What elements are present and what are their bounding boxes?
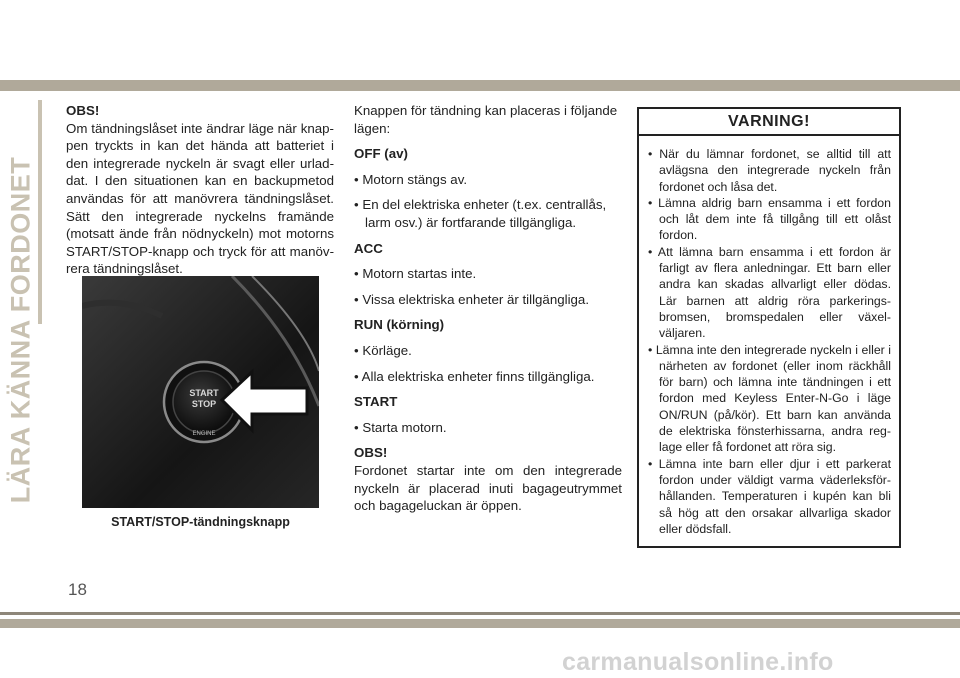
photo-illustration [82, 276, 319, 508]
warning-bullet: • När du lämnar fordonet, se alltid till att avlägsna den integrerade nyckeln från fordonet och låsa det. [648, 147, 891, 194]
bullet-item: • Starta motorn. [354, 419, 447, 435]
obs-text: Fordonet startar inte om den integrerade nyckeln är placerad inuti bagageutrymmet och bagageluckan är öppen. [354, 462, 622, 514]
obs-text: Om tändningslåset inte ändrar läge när knap-pen tryckts in kan det hända att batteriet i den integrerade nyckeln är svagt eller urlad-dat. I den situationen kan en backupmetod användas för att manövrera tändningslåset. Sätt den integrerade nyckelns framände (motsatt ände från nödnyckeln) mot motorns START/STOP-knapp och tryck för att manöv-rera tändningslåset. [66, 120, 334, 277]
section-heading-off: OFF (av) [354, 146, 408, 162]
left-column [66, 102, 334, 278]
header-bar [0, 80, 960, 91]
side-rule [38, 100, 42, 324]
button-ring-label: ENGINE [192, 431, 216, 437]
bullet-item: • Vissa elektriska enheter är tillgängliga. [354, 291, 590, 307]
start-stop-button-photo [82, 276, 319, 508]
middle-column [354, 102, 622, 515]
warning-bullet: • Lämna inte den integrerade nyckeln i eller i närheten av fordonet (eller inom räckhåll för barn) och lämna inte tändningen i ett fordon med Keyless Enter-N-Go i läge ON/RUN (på/kör). Ett barn kan använda de elektriska fönsterhissarna, andra reg-lage eller få fordonet att röra sig. [648, 342, 891, 455]
watermark: carmanualsonline.info [562, 648, 834, 676]
page-number: 18 [68, 580, 87, 599]
section-heading-acc: ACC [354, 240, 383, 256]
footer-rule [0, 612, 960, 615]
page-top-margin [0, 0, 960, 80]
image-caption: START/STOP-tändningsknapp [111, 515, 290, 529]
bullet-item: • Alla elektriska enheter finns tillgängliga. [354, 368, 595, 384]
warning-bullet: • Lämna inte barn eller djur i ett parkerat fordon under väldigt varma väderleksför-hållanden. Temperaturen i kupén kan bli så hög att den orsakar allvarliga skador eller dödsfall. [648, 456, 891, 536]
chapter-side-title: LÄRA KÄNNA FORDONET [5, 156, 36, 504]
bullet-item: • Motorn stängs av. [354, 171, 468, 187]
button-label-mid: STOP [191, 399, 217, 409]
section-heading-start: START [354, 394, 398, 410]
bullet-item: • Körläge. [354, 342, 412, 358]
warning-bullet: • Lämna aldrig barn ensamma i ett fordon och låt dem inte få tillgång till ett olåst fordon. [648, 195, 891, 243]
obs-label: OBS! [354, 445, 388, 461]
button-label-top: START [189, 388, 219, 398]
bullet-item: • Motorn startas inte. [354, 266, 477, 282]
warning-box [637, 107, 901, 548]
warning-bullet: • Att lämna barn ensamma i ett fordon är farligt av flera anledningar. Ett barn eller andra kan skadas allvarligt eller dödas. Lär barnen att aldrig röra parkerings-bromsen, bromspedalen eller växel-väljaren. [648, 244, 891, 341]
warning-body [639, 136, 899, 537]
bullet-item: • En del elektriska enheter (t.ex. centrallås, larm osv.) är fortfarande tillgängliga. [354, 197, 607, 230]
section-heading-run: RUN (körning) [354, 317, 445, 333]
obs-label: OBS! [66, 103, 100, 118]
warning-title: VARNING! [639, 109, 899, 136]
footer-bar [0, 619, 960, 628]
intro-text: Knappen för tändning kan placeras i följande lägen: [354, 103, 618, 136]
